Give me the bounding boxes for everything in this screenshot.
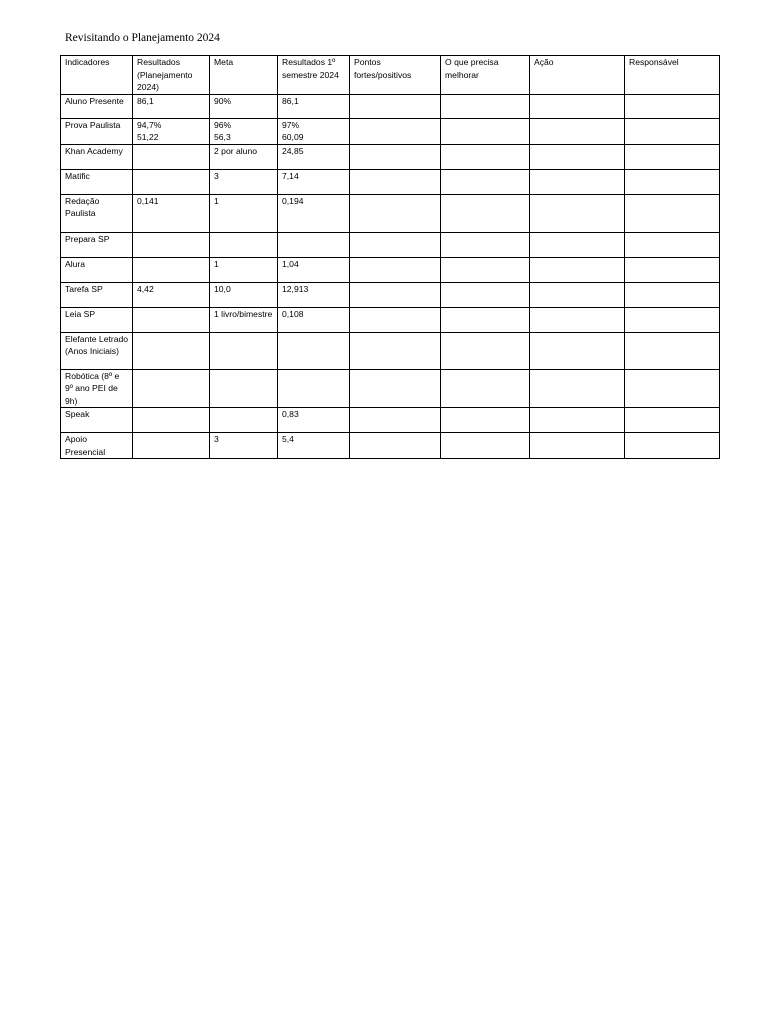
cell-indicador: Redação Paulista [61,194,133,232]
header-meta: Meta [210,56,278,95]
cell-pontos-fortes [350,194,441,232]
cell-responsavel [625,408,720,433]
cell-o-que-melhorar [441,169,530,194]
cell-responsavel [625,307,720,332]
cell-indicador: Prepara SP [61,232,133,257]
header-resultados-planejamento: Resultados (Planejamento 2024) [133,56,210,95]
cell-acao [530,369,625,408]
cell-indicador: Tarefa SP [61,282,133,307]
cell-pontos-fortes [350,332,441,369]
cell-responsavel [625,433,720,459]
cell-resultado-planejamento [133,169,210,194]
cell-resultado-semestre: 1,04 [278,257,350,282]
cell-resultado-semestre: 24,85 [278,144,350,169]
cell-pontos-fortes [350,282,441,307]
table-row [61,169,720,194]
table-row [61,232,720,257]
cell-meta: 90% [210,94,278,118]
table-row [61,194,720,232]
cell-meta: 1 [210,257,278,282]
cell-o-que-melhorar [441,232,530,257]
cell-resultado-planejamento [133,307,210,332]
cell-acao [530,282,625,307]
cell-meta [210,332,278,369]
cell-resultado-semestre [278,232,350,257]
cell-meta [210,408,278,433]
cell-indicador: Speak [61,408,133,433]
cell-resultado-semestre: 12,913 [278,282,350,307]
table-row [61,94,720,118]
cell-responsavel [625,194,720,232]
cell-pontos-fortes [350,257,441,282]
cell-o-que-melhorar [441,307,530,332]
cell-acao [530,307,625,332]
cell-o-que-melhorar [441,144,530,169]
cell-o-que-melhorar [441,94,530,118]
cell-o-que-melhorar [441,433,530,459]
cell-o-que-melhorar [441,369,530,408]
cell-resultado-semestre: 5,4 [278,433,350,459]
cell-indicador: Alura [61,257,133,282]
planning-table [60,55,720,459]
cell-acao [530,433,625,459]
cell-indicador: Apoio Presencial [61,433,133,459]
cell-meta: 1 [210,194,278,232]
cell-resultado-semestre: 7,14 [278,169,350,194]
cell-responsavel [625,369,720,408]
cell-acao [530,169,625,194]
table-body [61,94,720,459]
cell-acao [530,332,625,369]
cell-pontos-fortes [350,232,441,257]
cell-pontos-fortes [350,94,441,118]
cell-responsavel [625,118,720,144]
cell-responsavel [625,169,720,194]
cell-meta [210,232,278,257]
table-row [61,307,720,332]
cell-resultado-planejamento [133,144,210,169]
header-resultados-semestre: Resultados 1º semestre 2024 [278,56,350,95]
table-header-row [61,56,720,95]
cell-indicador: Khan Academy [61,144,133,169]
cell-resultado-semestre: 0,194 [278,194,350,232]
cell-o-que-melhorar [441,282,530,307]
table-row [61,433,720,459]
cell-indicador: Elefante Letrado (Anos Iniciais) [61,332,133,369]
header-o-que-melhorar: O que precisa melhorar [441,56,530,95]
cell-resultado-semestre: 97% 60,09 [278,118,350,144]
cell-resultado-planejamento: 0,141 [133,194,210,232]
cell-meta: 3 [210,433,278,459]
header-indicadores: Indicadores [61,56,133,95]
cell-pontos-fortes [350,408,441,433]
cell-responsavel [625,332,720,369]
cell-resultado-planejamento [133,332,210,369]
table-row [61,282,720,307]
cell-acao [530,257,625,282]
table-row [61,257,720,282]
table-row [61,144,720,169]
cell-resultado-planejamento [133,433,210,459]
cell-indicador: Prova Paulista [61,118,133,144]
cell-resultado-planejamento: 94,7% 51,22 [133,118,210,144]
cell-meta: 96% 56,3 [210,118,278,144]
cell-acao [530,194,625,232]
cell-resultado-semestre: 0,83 [278,408,350,433]
cell-o-que-melhorar [441,257,530,282]
cell-meta: 10,0 [210,282,278,307]
cell-resultado-planejamento: 4,42 [133,282,210,307]
cell-meta: 3 [210,169,278,194]
cell-resultado-planejamento [133,257,210,282]
cell-acao [530,118,625,144]
table-row [61,332,720,369]
cell-indicador: Aluno Presente [61,94,133,118]
table-row [61,118,720,144]
cell-resultado-planejamento: 86,1 [133,94,210,118]
cell-pontos-fortes [350,118,441,144]
cell-meta: 1 livro/bimestre [210,307,278,332]
cell-resultado-semestre: 86,1 [278,94,350,118]
cell-pontos-fortes [350,433,441,459]
cell-indicador: Robótica (8º e 9º ano PEI de 9h) [61,369,133,408]
cell-pontos-fortes [350,144,441,169]
cell-acao [530,232,625,257]
cell-pontos-fortes [350,369,441,408]
cell-indicador: Leia SP [61,307,133,332]
cell-o-que-melhorar [441,194,530,232]
cell-indicador: Matific [61,169,133,194]
table-row [61,369,720,408]
cell-resultado-semestre: 0,108 [278,307,350,332]
cell-o-que-melhorar [441,332,530,369]
cell-responsavel [625,282,720,307]
cell-resultado-semestre [278,332,350,369]
cell-meta: 2 por aluno [210,144,278,169]
cell-acao [530,144,625,169]
document-title: Revisitando o Planejamento 2024 [65,32,220,44]
cell-o-que-melhorar [441,118,530,144]
cell-pontos-fortes [350,307,441,332]
cell-acao [530,408,625,433]
header-pontos-fortes: Pontos fortes/positivos [350,56,441,95]
header-responsavel: Responsável [625,56,720,95]
cell-resultado-semestre [278,369,350,408]
cell-acao [530,94,625,118]
cell-resultado-planejamento [133,408,210,433]
cell-responsavel [625,232,720,257]
header-acao: Ação [530,56,625,95]
cell-o-que-melhorar [441,408,530,433]
cell-resultado-planejamento [133,369,210,408]
cell-pontos-fortes [350,169,441,194]
cell-meta [210,369,278,408]
cell-responsavel [625,257,720,282]
table-row [61,408,720,433]
cell-responsavel [625,94,720,118]
cell-resultado-planejamento [133,232,210,257]
cell-responsavel [625,144,720,169]
